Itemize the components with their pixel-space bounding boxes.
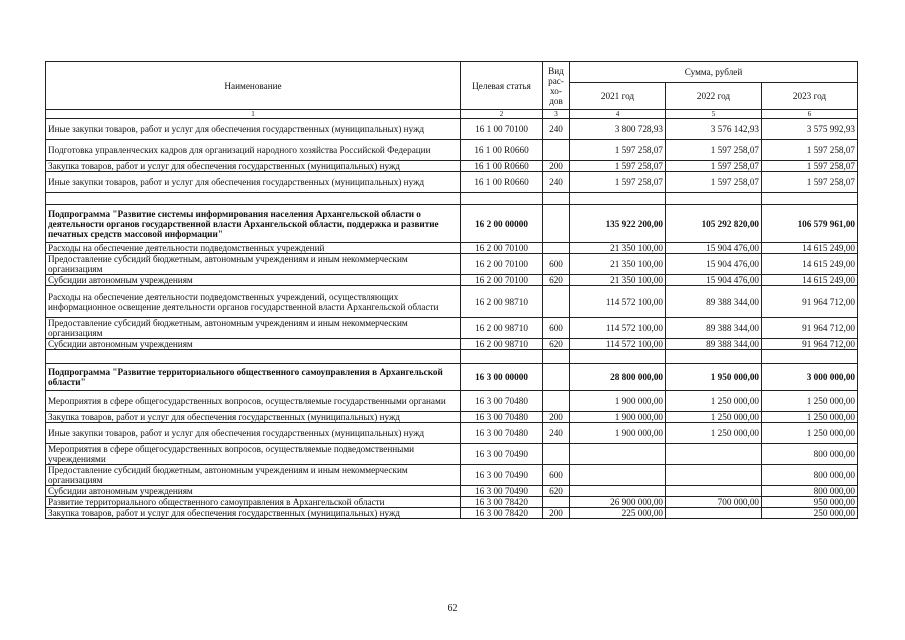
header-sum: Сумма, рублей bbox=[570, 62, 858, 83]
spacer-cell bbox=[461, 350, 543, 364]
row-sum-2023: 3 575 992,93 bbox=[762, 119, 858, 140]
row-sum-2022: 1 250 000,00 bbox=[666, 391, 762, 412]
row-sum-2022: 89 388 344,00 bbox=[666, 318, 762, 339]
row-sum-2023: 250 000,00 bbox=[762, 508, 858, 519]
row-code: 16 3 00 70490 bbox=[461, 465, 543, 486]
table-row bbox=[46, 286, 858, 318]
spacer-cell bbox=[46, 350, 461, 364]
row-code: 16 3 00 70480 bbox=[461, 391, 543, 412]
row-sum-2023: 1 597 258,07 bbox=[762, 140, 858, 161]
spacer-cell bbox=[762, 350, 858, 364]
table-row bbox=[46, 465, 858, 486]
row-type: 240 bbox=[543, 423, 570, 444]
row-code: 16 1 00 R0660 bbox=[461, 140, 543, 161]
row-sum-2021: 21 350 100,00 bbox=[570, 254, 666, 275]
row-sum-2023: 1 250 000,00 bbox=[762, 391, 858, 412]
row-sum-2022: 1 250 000,00 bbox=[666, 423, 762, 444]
row-sum-2023: 1 250 000,00 bbox=[762, 423, 858, 444]
row-name: Предоставление субсидий бюджетным, автономным учреждениям и иным некоммерческим организациям bbox=[46, 254, 461, 275]
row-name: Подготовка управленческих кадров для организаций народного хозяйства Российской Федерации bbox=[46, 140, 461, 161]
spacer-cell bbox=[543, 350, 570, 364]
spacer-cell bbox=[543, 193, 570, 205]
row-sum-2021: 1 597 258,07 bbox=[570, 161, 666, 172]
row-sum-2021: 21 350 100,00 bbox=[570, 275, 666, 286]
row-type: 620 bbox=[543, 339, 570, 350]
row-name: Мероприятия в сфере общегосударственных вопросов, осуществляемые государственными органами bbox=[46, 391, 461, 412]
row-name: Закупка товаров, работ и услуг для обеспечения государственных (муниципальных) нужд bbox=[46, 161, 461, 172]
row-sum-2022: 1 597 258,07 bbox=[666, 140, 762, 161]
row-type: 200 bbox=[543, 161, 570, 172]
row-code: 16 3 00 70490 bbox=[461, 486, 543, 497]
row-type bbox=[543, 444, 570, 465]
row-sum-2021: 26 900 000,00 bbox=[570, 497, 666, 508]
header-name: Наименование bbox=[46, 62, 461, 110]
row-sum-2023: 91 964 712,00 bbox=[762, 318, 858, 339]
table-body bbox=[46, 119, 858, 519]
row-sum-2021 bbox=[570, 444, 666, 465]
spacer-cell bbox=[461, 193, 543, 205]
row-type bbox=[543, 243, 570, 254]
row-sum-2023: 800 000,00 bbox=[762, 486, 858, 497]
table-row bbox=[46, 161, 858, 172]
row-sum-2023: 91 964 712,00 bbox=[762, 339, 858, 350]
row-code: 16 3 00 70480 bbox=[461, 412, 543, 423]
row-sum-2022: 3 576 142,93 bbox=[666, 119, 762, 140]
row-sum-2021 bbox=[570, 486, 666, 497]
header-type: Вид рас- хо- дов bbox=[543, 62, 570, 110]
row-sum-2021: 3 800 728,93 bbox=[570, 119, 666, 140]
row-type: 600 bbox=[543, 318, 570, 339]
row-type: 620 bbox=[543, 275, 570, 286]
row-name: Субсидии автономным учреждениям bbox=[46, 339, 461, 350]
row-code: 16 2 00 70100 bbox=[461, 243, 543, 254]
row-sum-2022: 1 250 000,00 bbox=[666, 412, 762, 423]
table-row bbox=[46, 486, 858, 497]
row-sum-2021: 28 800 000,00 bbox=[570, 364, 666, 391]
row-name: Мероприятия в сфере общегосударственных вопросов, осуществляемые подведомственными учреждениями bbox=[46, 444, 461, 465]
row-name: Закупка товаров, работ и услуг для обеспечения государственных (муниципальных) нужд bbox=[46, 508, 461, 519]
row-sum-2023: 950 000,00 bbox=[762, 497, 858, 508]
row-sum-2021: 225 000,00 bbox=[570, 508, 666, 519]
row-sum-2022 bbox=[666, 508, 762, 519]
row-code: 16 1 00 R0660 bbox=[461, 161, 543, 172]
table-row bbox=[46, 254, 858, 275]
row-sum-2022: 1 950 000,00 bbox=[666, 364, 762, 391]
table-row bbox=[46, 497, 858, 508]
spacer-row bbox=[46, 350, 858, 364]
row-type: 200 bbox=[543, 412, 570, 423]
row-sum-2023: 106 579 961,00 bbox=[762, 205, 858, 243]
col-number-1: 1 bbox=[46, 110, 461, 119]
row-sum-2022: 89 388 344,00 bbox=[666, 286, 762, 318]
row-name: Иные закупки товаров, работ и услуг для обеспечения государственных (муниципальных) нужд bbox=[46, 423, 461, 444]
table-row bbox=[46, 205, 858, 243]
row-type: 600 bbox=[543, 254, 570, 275]
row-sum-2023: 91 964 712,00 bbox=[762, 286, 858, 318]
row-sum-2023: 1 597 258,07 bbox=[762, 161, 858, 172]
table-row bbox=[46, 119, 858, 140]
row-sum-2023: 800 000,00 bbox=[762, 465, 858, 486]
row-sum-2021: 1 900 000,00 bbox=[570, 423, 666, 444]
row-code: 16 2 00 00000 bbox=[461, 205, 543, 243]
table-row bbox=[46, 391, 858, 412]
row-sum-2023: 14 615 249,00 bbox=[762, 243, 858, 254]
col-number-2: 2 bbox=[461, 110, 543, 119]
row-name: Подпрограмма "Развитие территориального общественного самоуправления в Архангельской области" bbox=[46, 364, 461, 391]
col-number-6: 6 bbox=[762, 110, 858, 119]
row-code: 16 2 00 70100 bbox=[461, 275, 543, 286]
row-code: 16 3 00 00000 bbox=[461, 364, 543, 391]
row-sum-2022: 15 904 476,00 bbox=[666, 275, 762, 286]
budget-table bbox=[45, 61, 858, 519]
row-sum-2022: 700 000,00 bbox=[666, 497, 762, 508]
row-sum-2021: 114 572 100,00 bbox=[570, 339, 666, 350]
header-year-2023: 2023 год bbox=[762, 83, 858, 110]
header-year-2022: 2022 год bbox=[666, 83, 762, 110]
row-type bbox=[543, 391, 570, 412]
row-code: 16 3 00 70480 bbox=[461, 423, 543, 444]
table-row bbox=[46, 275, 858, 286]
table-row bbox=[46, 444, 858, 465]
table-row bbox=[46, 243, 858, 254]
row-type bbox=[543, 205, 570, 243]
row-sum-2022: 89 388 344,00 bbox=[666, 339, 762, 350]
row-sum-2021: 114 572 100,00 bbox=[570, 318, 666, 339]
spacer-cell bbox=[666, 350, 762, 364]
col-number-5: 5 bbox=[666, 110, 762, 119]
table-row bbox=[46, 508, 858, 519]
row-sum-2022: 105 292 820,00 bbox=[666, 205, 762, 243]
row-name: Предоставление субсидий бюджетным, автономным учреждениям и иным некоммерческим организациям bbox=[46, 318, 461, 339]
row-code: 16 3 00 78420 bbox=[461, 497, 543, 508]
row-sum-2022: 15 904 476,00 bbox=[666, 254, 762, 275]
spacer-cell bbox=[762, 193, 858, 205]
row-code: 16 3 00 78420 bbox=[461, 508, 543, 519]
row-code: 16 1 00 70100 bbox=[461, 119, 543, 140]
row-type bbox=[543, 497, 570, 508]
row-type bbox=[543, 140, 570, 161]
row-sum-2023: 14 615 249,00 bbox=[762, 254, 858, 275]
table-row bbox=[46, 318, 858, 339]
row-name: Расходы на обеспечение деятельности подведомственных учреждений bbox=[46, 243, 461, 254]
row-code: 16 2 00 98710 bbox=[461, 339, 543, 350]
row-code: 16 2 00 70100 bbox=[461, 254, 543, 275]
page-number: 62 bbox=[447, 603, 458, 614]
col-number-4: 4 bbox=[570, 110, 666, 119]
row-code: 16 2 00 98710 bbox=[461, 286, 543, 318]
header-code: Целевая статья bbox=[461, 62, 543, 110]
row-type: 240 bbox=[543, 119, 570, 140]
row-sum-2022 bbox=[666, 465, 762, 486]
col-number-3: 3 bbox=[543, 110, 570, 119]
row-type: 600 bbox=[543, 465, 570, 486]
row-sum-2022 bbox=[666, 486, 762, 497]
row-sum-2022: 15 904 476,00 bbox=[666, 243, 762, 254]
table-row bbox=[46, 172, 858, 193]
row-type: 240 bbox=[543, 172, 570, 193]
table-row bbox=[46, 412, 858, 423]
row-code: 16 1 00 R0660 bbox=[461, 172, 543, 193]
spacer-cell bbox=[570, 193, 666, 205]
row-sum-2021 bbox=[570, 465, 666, 486]
row-sum-2021: 135 922 200,00 bbox=[570, 205, 666, 243]
row-sum-2023: 1 597 258,07 bbox=[762, 172, 858, 193]
table-row bbox=[46, 140, 858, 161]
row-name: Субсидии автономным учреждениям bbox=[46, 486, 461, 497]
row-sum-2022 bbox=[666, 444, 762, 465]
row-type: 620 bbox=[543, 486, 570, 497]
row-sum-2022: 1 597 258,07 bbox=[666, 161, 762, 172]
row-sum-2023: 3 000 000,00 bbox=[762, 364, 858, 391]
row-name: Подпрограмма "Развитие системы информирования населения Архангельской области о деятельности органов государственной власти Архангельской области, поддержка и развитие печатных средств массовой информации" bbox=[46, 205, 461, 243]
row-name: Развитие территориального общественного самоуправления в Архангельской области bbox=[46, 497, 461, 508]
row-sum-2023: 800 000,00 bbox=[762, 444, 858, 465]
row-name: Предоставление субсидий бюджетным, автономным учреждениям и иным некоммерческим организациям bbox=[46, 465, 461, 486]
row-type: 200 bbox=[543, 508, 570, 519]
row-sum-2021: 1 597 258,07 bbox=[570, 140, 666, 161]
header-year-2021: 2021 год bbox=[570, 83, 666, 110]
spacer-cell bbox=[46, 193, 461, 205]
table-row bbox=[46, 423, 858, 444]
row-name: Расходы на обеспечение деятельности подведомственных учреждений, осуществляющих информационное освещение деятельности органов государственной власти Архангельской области bbox=[46, 286, 461, 318]
table-row bbox=[46, 364, 858, 391]
row-sum-2021: 21 350 100,00 bbox=[570, 243, 666, 254]
row-name: Закупка товаров, работ и услуг для обеспечения государственных (муниципальных) нужд bbox=[46, 412, 461, 423]
row-type bbox=[543, 364, 570, 391]
spacer-cell bbox=[666, 193, 762, 205]
row-sum-2021: 1 900 000,00 bbox=[570, 412, 666, 423]
row-type bbox=[543, 286, 570, 318]
row-code: 16 3 00 70490 bbox=[461, 444, 543, 465]
row-sum-2021: 114 572 100,00 bbox=[570, 286, 666, 318]
row-sum-2022: 1 597 258,07 bbox=[666, 172, 762, 193]
table-row bbox=[46, 339, 858, 350]
spacer-cell bbox=[570, 350, 666, 364]
row-name: Иные закупки товаров, работ и услуг для обеспечения государственных (муниципальных) нужд bbox=[46, 119, 461, 140]
row-name: Иные закупки товаров, работ и услуг для обеспечения государственных (муниципальных) нужд bbox=[46, 172, 461, 193]
row-sum-2021: 1 597 258,07 bbox=[570, 172, 666, 193]
spacer-row bbox=[46, 193, 858, 205]
row-name: Субсидии автономным учреждениям bbox=[46, 275, 461, 286]
row-code: 16 2 00 98710 bbox=[461, 318, 543, 339]
row-sum-2023: 14 615 249,00 bbox=[762, 275, 858, 286]
row-sum-2023: 1 250 000,00 bbox=[762, 412, 858, 423]
row-sum-2021: 1 900 000,00 bbox=[570, 391, 666, 412]
